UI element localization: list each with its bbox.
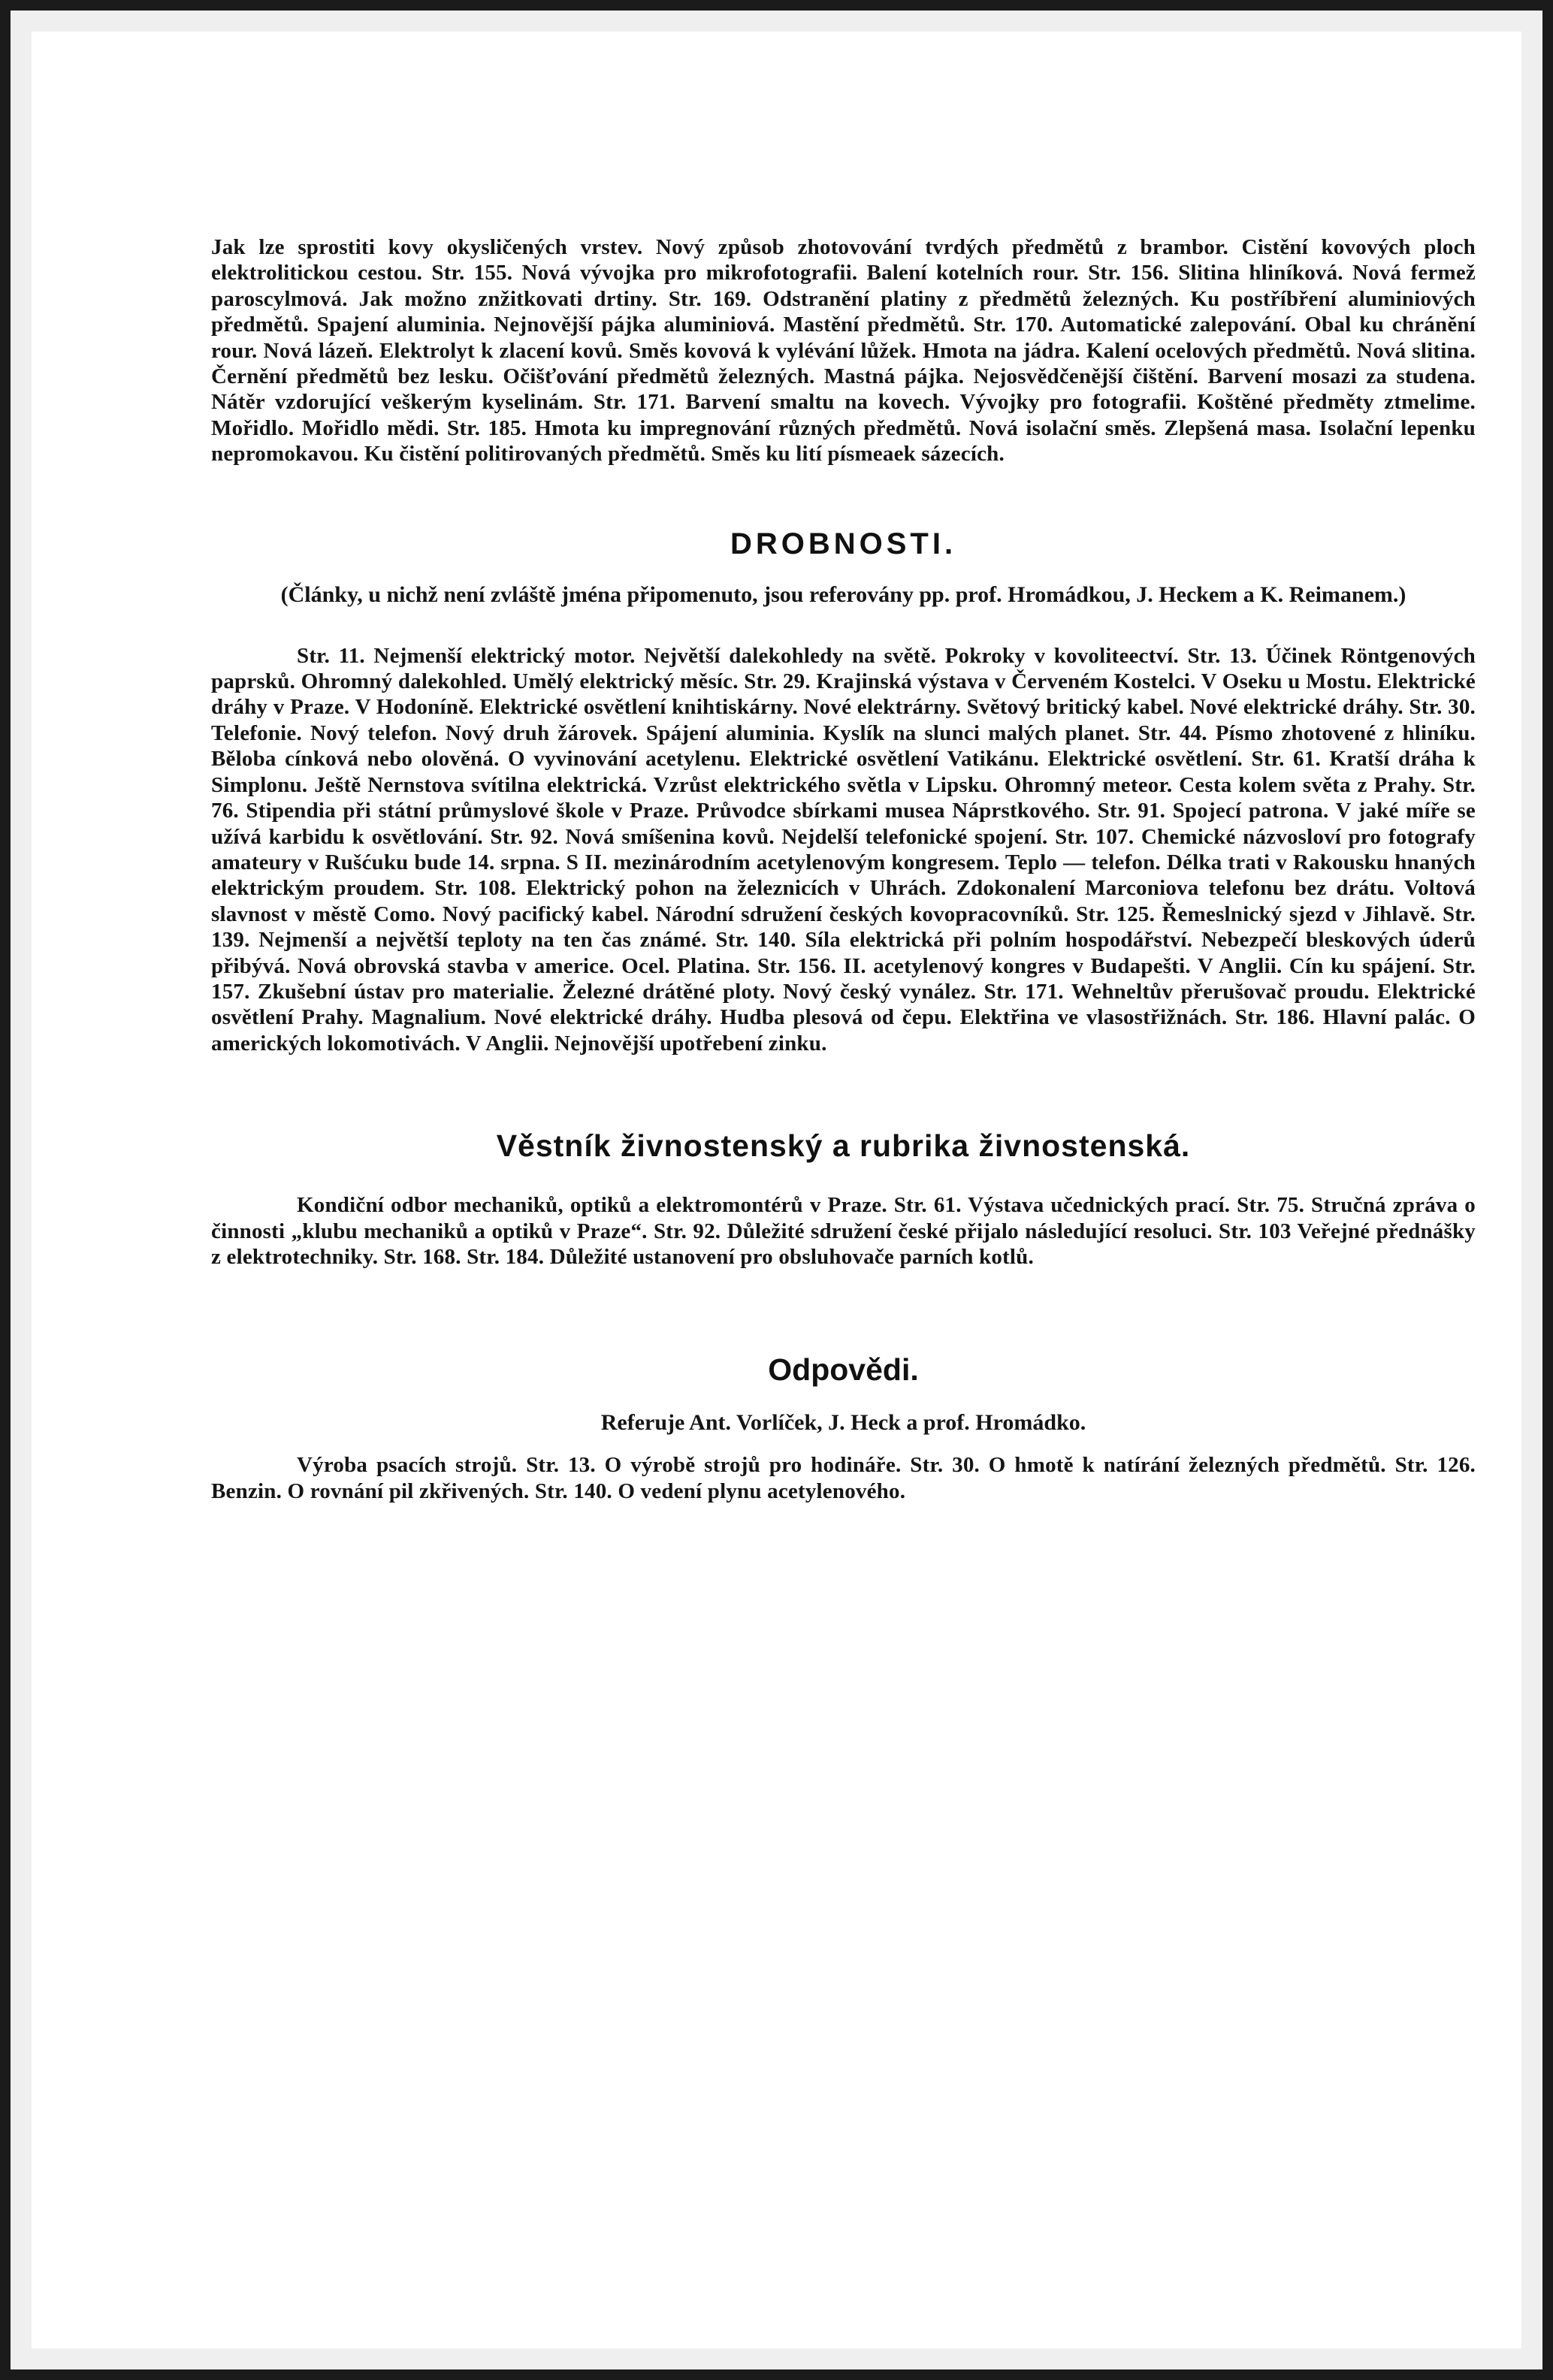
text-column bbox=[211, 234, 1476, 1504]
drobnosti-paragraph: Str. 11. Nejmenší elektrický motor. Největší dalekohledy na světě. Pokroky v kovoliteectví. Str. 13. Účinek Röntgenových paprsků. Ohromný dalekohled. Umělý elektrický měsíc. Str. 29. Krajinská výstava v Červeném Kostelci. V Oseku u Mostu. Elektrické dráhy v Praze. V Hodoníně. Elektrické osvětlení knihtiskárny. Nové elektrárny. Světový britický kabel. Nové elektrické dráhy. Str. 30. Telefonie. Nový telefon. Nový druh žárovek. Spájení aluminia. Kyslík na slunci malých planet. Str. 44. Písmo zhotovené z hliníku. Běloba cínková nebo olověná. O vyvinování acetylenu. Elektrické osvětlení Vatikánu. Elektrické osvětlení. Str. 61. Kratší dráha k Simplonu. Ještě Nernstova svítilna elektrická. Vzrůst elektrického světla v Lipsku. Ohromný meteor. Cesta kolem světa z Prahy. Str. 76. Stipendia při státní průmyslové škole v Praze. Průvodce sbírkami musea Náprstkového. Str. 91. Spojecí patrona. V jaké míře se užívá karbidu k osvětlování. Str. 92. Nová smíšenina kovů. Nejdelší telefonické spojení. Str. 107. Chemické názvosloví pro fotografy amateury v Rušćuku bude 14. srpna. S II. mezinárodním acetylenovým kongresem. Teplo — telefon. Délka trati v Rakousku hnaných elektrickým proudem. Str. 108. Elektrický pohon na železnicích v Uhrách. Zdokonalení Marconiova telefonu bez drátu. Voltová slavnost v městě Como. Nový pacifický kabel. Národní sdružení českých kovopracovníků. Str. 125. Řemeslnický sjezd v Jihlavě. Str. 139. Nejmenší a největší teploty na ten čas známé. Str. 140. Síla elektrická při polním hospodářství. Nebezpečí bleskových úderů přibývá. Nová obrovská stavba v americe. Ocel. Platina. Str. 156. II. acetylenový kongres v Budapešti. V Anglii. Cín ku spájení. Str. 157. Zkušební ústav pro materialie. Železné drátěné ploty. Nový český vynález. Str. 171. Wehneltův přerušovač proudu. Elektrické osvětlení Prahy. Magnalium. Nové elektrické dráhy. Hudba plesová od čepu. Elektřina ve vlasostřižnách. Str. 186. Hlavní palác. O amerických lokomotivách. V Anglii. Nejnovější upotřebení zinku. bbox=[211, 643, 1476, 1056]
drobnosti-note: (Články, u nichž není zvláště jména připomenuto, jsou referovány pp. prof. Hromádkou, J. Heckem a K. Reimanem.) bbox=[280, 581, 1406, 607]
vestnik-paragraph: Kondiční odbor mechaniků, optiků a elektromontérů v Praze. Str. 61. Výstava učednických prací. Str. 75. Stručná zpráva o činnosti „klubu mechaniků a optiků v Praze“. Str. 92. Důležité sdružení české přijalo následující resoluci. Str. 103 Veřejné přednášky z elektrotechniky. Str. 168. Str. 184. Důležité ustanovení pro obsluhovače parních kotlů. bbox=[211, 1193, 1476, 1269]
odpovedi-heading: Odpovědi. bbox=[768, 1352, 919, 1388]
odpovedi-byline: Referuje Ant. Vorlíček, J. Heck a prof. Hromádko. bbox=[600, 1410, 1086, 1436]
drobnosti-heading: DROBNOSTI. bbox=[730, 527, 957, 560]
spacer bbox=[211, 612, 1476, 643]
page-sheet bbox=[32, 32, 1521, 2348]
odpovedi-paragraph: Výroba psacích strojů. Str. 13. O výrobě strojů pro hodináře. Str. 30. O hmotě k natírání železných předmětů. Str. 126. Benzin. O rovnání pil zkřivených. Str. 140. O vedení plynu acetylenového. bbox=[211, 1453, 1476, 1503]
vestnik-heading: Věstník živnostenský a rubrika živnostenská. bbox=[496, 1128, 1191, 1164]
intro-paragraph: Jak lze sprostiti kovy okysličených vrstev. Nový způsob zhotovování tvrdých předmětů z brambor. Cistění kovových ploch elektrolitickou cestou. Str. 155. Nová vývojka pro mikrofotografii. Balení kotelních rour. Str. 156. Slitina hliníková. Nová fermež paroscylmová. Jak možno znžitkovati drtiny. Str. 169. Odstranění platiny z předmětů železných. Ku postříbření aluminiových předmětů. Spajení aluminia. Nejnovější pájka aluminiová. Mastění předmětů. Str. 170. Automatické zalepování. Obal ku chránění rour. Nová lázeň. Elektrolyt k zlacení kovů. Směs kovová k vylévání lůžek. Hmota na jádra. Kalení ocelových předmětů. Nová slitina. Černění předmětů bez lesku. Očišťování předmětů železných. Mastná pájka. Nejosvědčenější čištění. Barvení mosazi za studena. Nátěr vzdorující veškerým kyselinám. Str. 171. Barvení smaltu na kovech. Vývojky pro fotografii. Koštěné předměty ztmelime. Mořidlo. Mořidlo mědi. Str. 185. Hmota ku impregnování různých předmětů. Nová isolační směs. Zlepšená masa. Isolační lepenku nepromokavou. Ku čistění politirovaných předmětů. Směs ku lití písmeaek sázecích. bbox=[211, 235, 1476, 467]
spacer bbox=[211, 1164, 1476, 1192]
scan-frame bbox=[11, 11, 1542, 2369]
